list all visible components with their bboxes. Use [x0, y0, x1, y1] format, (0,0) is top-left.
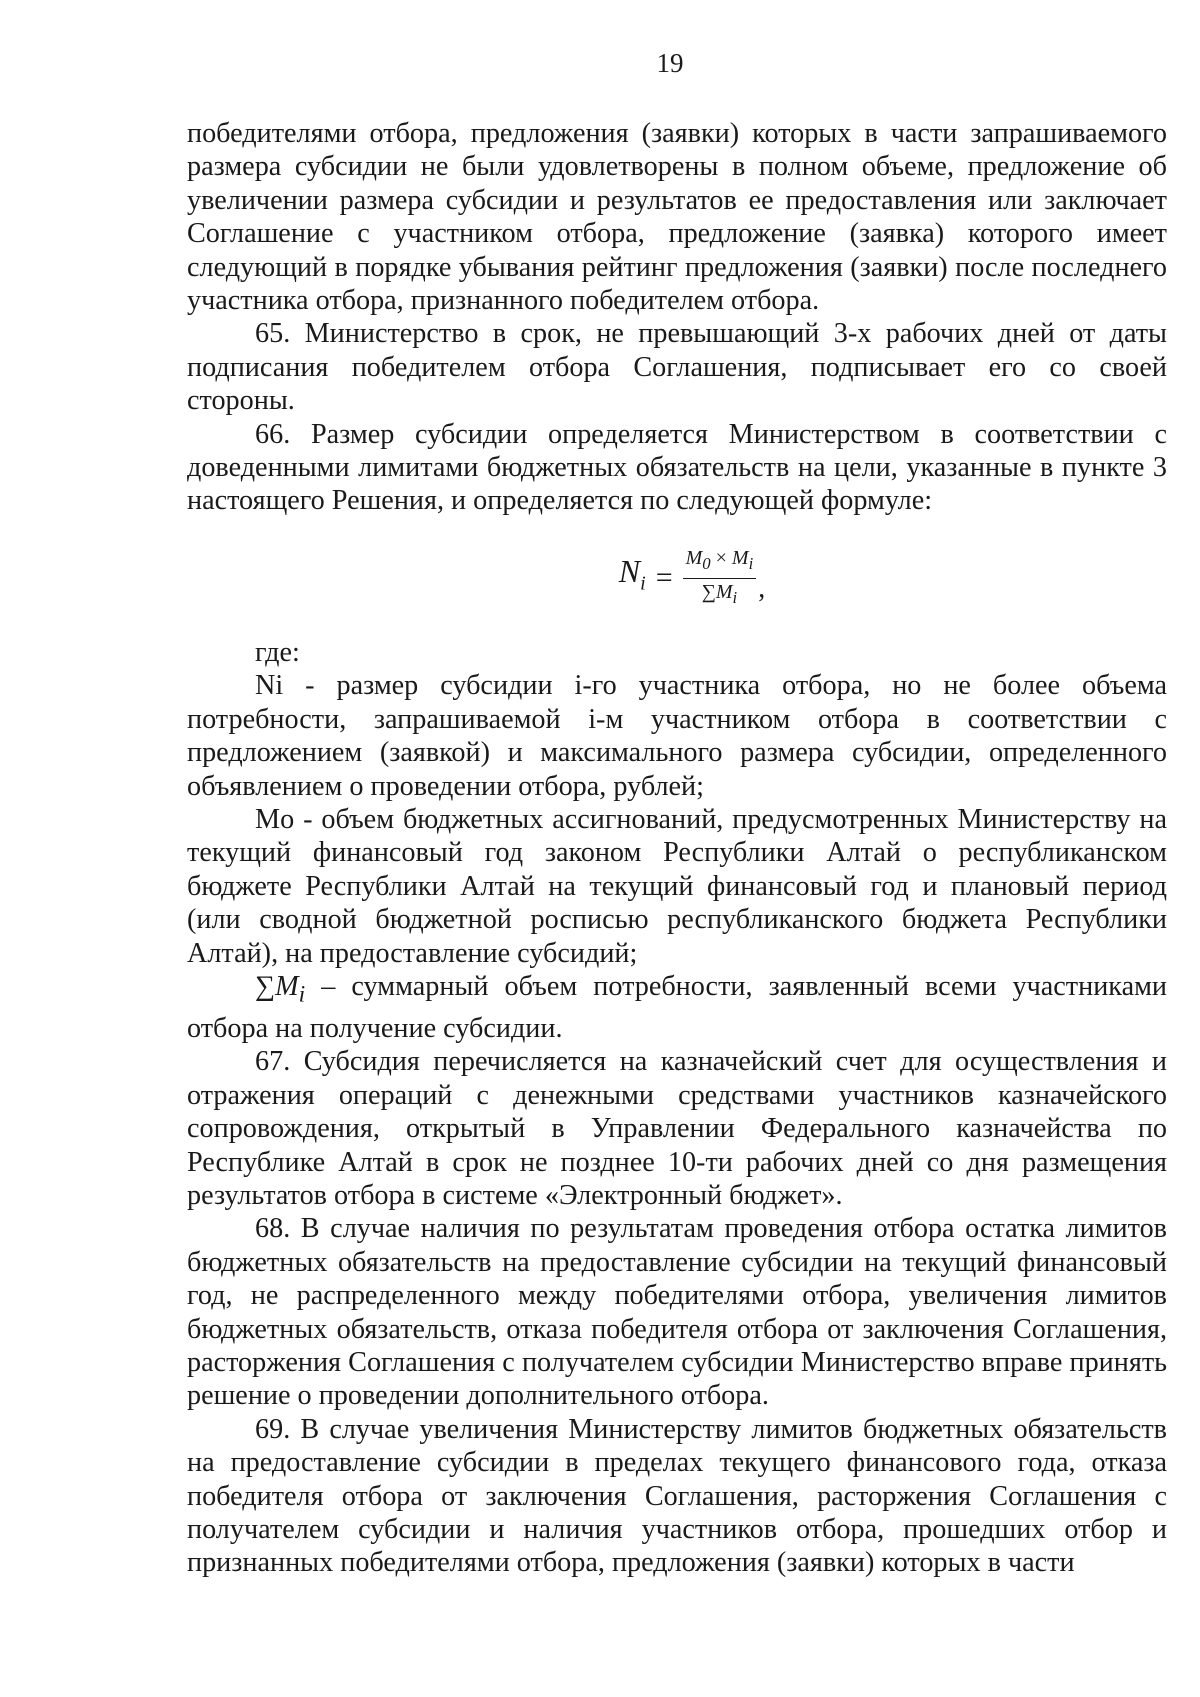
paragraph-continuation: победителями отбора, предложения (заявки) которых в части запрашиваемого размера субсидии не были удовлетворены в полном объеме, предложение об увеличении размера субсидии и результатов ее предоставления или заключает Соглашение с участником отбора, предложение (заявка) которого имеет следующий в порядке убывания рейтинг предложения (заявки) после последнего участника отбора, признанного победителем отбора.: [187, 118, 1167, 317]
definition-sum: $\sum M_i$ – суммарный объем потребности, заявленный всеми участниками отбора на получение субсидии.: [187, 970, 1167, 1044]
formula-numerator: $M_0 \times M_i$: [683, 546, 757, 579]
sum-term: $\sum M_i$: [255, 970, 306, 1008]
paragraph-66: 66. Размер субсидии определяется Министерством в соответствии с доведенными лимитами бюджетных обязательств на цели, указанные в пункте 3 настоящего Решения, и определяется по следующей формуле:: [187, 418, 1167, 517]
paragraph-68: 68. В случае наличия по результатам проведения отбора остатка лимитов бюджетных обязательств на предоставление субсидии на текущий финансовый год, не распределенного между победителями отбора, увеличения лимитов бюджетных обязательств, отказа победителя отбора от заключения Соглашения, расторжения Соглашения с получателем субсидии Министерство вправе принять решение о проведении дополнительного отбора.: [187, 1213, 1167, 1412]
formula-lhs: $N_i$: [618, 552, 646, 595]
page-number: 19: [656, 48, 684, 78]
subsidy-formula: [217, 526, 1167, 630]
definition-ni: Ni - размер субсидии i-го участника отбора, но не более объема потребности, запрашиваемой i-м участником отбора в соответствии с предложением (заявкой) и максимального размера субсидии, определенного объявлением о проведении отбора, рублей;: [187, 670, 1167, 802]
formula-denominator: $\sum M_i$: [701, 580, 738, 607]
document-body: [187, 117, 1167, 1580]
where-label: где:: [255, 636, 300, 668]
paragraph-69: 69. В случае увеличения Министерству лимитов бюджетных обязательств на предоставление субсидии в пределах текущего финансового года, отказа победителя отбора от заключения Соглашения, расторжения Соглашения с получателем субсидии и наличия участников отбора, прошедших отбор и признанных победителями отбора, предложения (заявки) которых в части: [187, 1413, 1167, 1579]
paragraph-65: 65. Министерство в срок, не превышающий 3-х рабочих дней от даты подписания победителем отбора Соглашения, подписывает его со своей стороны.: [187, 318, 1167, 417]
paragraph-67: 67. Субсидия перечисляется на казначейский счет для осуществления и отражения операций с денежными средствами участников казначейского сопровождения, открытый в Управлении Федерального казначейства по Республике Алтай в срок не позднее 10-ти рабочих дней со дня размещения результатов отбора в системе «Электронный бюджет».: [187, 1046, 1167, 1212]
formula-fraction: [683, 546, 757, 610]
formula-equals: =: [655, 561, 673, 595]
definition-mo: Mo - объем бюджетных ассигнований, предусмотренных Министерству на текущий финансовый год законом Республики Алтай о республиканском бюджете Республики Алтай на текущий финансовый год и плановый период (или сводной бюджетной росписью республиканского бюджета Республики Алтай), на предоставление субсидий;: [187, 803, 1167, 969]
formula-comma: ,: [758, 573, 766, 605]
